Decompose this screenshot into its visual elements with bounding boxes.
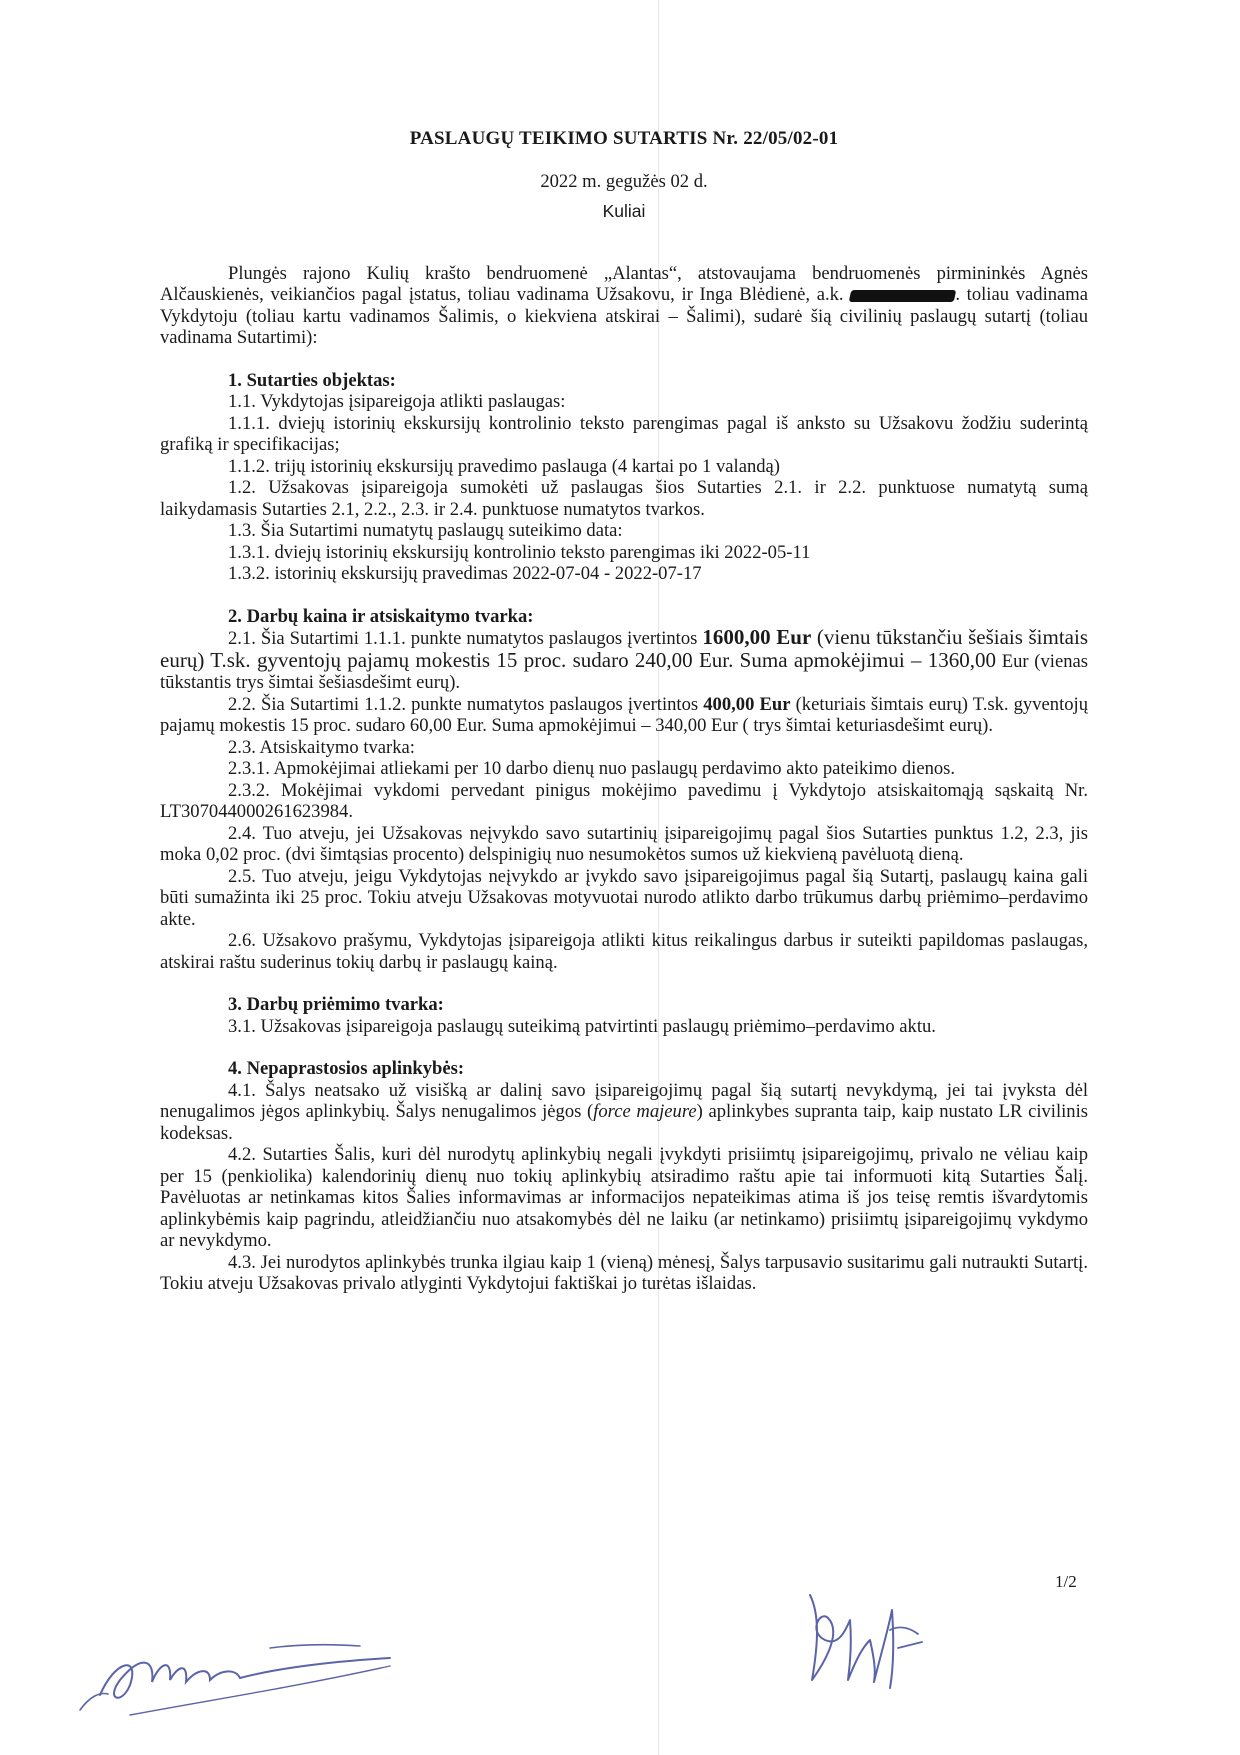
clause-2-3: 2.3. Atsiskaitymo tvarka: xyxy=(228,736,415,758)
clause-4-1-text-b: ) aplinkybes supranta taip, kaip nustato LR civilinis kodeksas. xyxy=(160,1101,1088,1144)
clause-2-3-1: 2.3.1. Apmokėjimai atliekami per 10 darbo dienų nuo paslaugų perdavimo akto pateikimo dienos. xyxy=(228,758,956,779)
clause-2-1-text-c: Eur (vienas tūkstantis trys šimtai šešiasdešimt eurų). xyxy=(160,650,1088,693)
section-4-heading: 4. Nepaprastosios aplinkybės: xyxy=(228,1058,465,1079)
clause-2-6: 2.6. Užsakovo prašymu, Vykdytojas įsipareigoja atlikti kitus reikalingus darbus ir suteikti papildomas paslaugas, atskirai raštu suderinus tokių darbų ir paslaugų kainą. xyxy=(160,930,1088,973)
clause-4-1-text-a: 4.1. Šalys neatsako už visišką ar dalinį savo įsipareigojimų pagal šią sutartį nevykdymą, jei tai įvyksta dėl nenugalimos jėgos aplinkybių. Šalys nenugalimos jėgos ( xyxy=(160,1079,1088,1122)
clause-2-2-amount: 400,00 Eur xyxy=(703,693,791,715)
clause-4-3: 4.3. Jei nurodytos aplinkybės trunka ilgiau kaip 1 (vieną) mėnesį, Šalys tarpusavio susitarimu gali nutraukti Sutartį. Tokiu atveju Užsakovas privalo atlyginti Vykdytojui faktiškai jo turėtas išlaidas. xyxy=(160,1251,1088,1294)
section-1-heading: 1. Sutarties objektas: xyxy=(228,369,396,391)
section-2-heading: 2. Darbų kaina ir atsiskaitymo tvarka: xyxy=(228,605,534,627)
contract-date: 2022 m. gegužės 02 d. xyxy=(540,170,708,192)
clause-4-2: 4.2. Sutarties Šalis, kuri dėl nurodytų aplinkybių negali įvykdyti prisiimtų įsipareigojimų, privalo ne vėliau kaip per 15 (penkiolika) kalendorinių dienų nuo tokių aplinkybių atsiradimo raštu apie tai informuoti kitą Sutarties Šalį. Pavėluotas ar netinkamas kitos Šalies informavimas ar informacijos nepateikimas atima iš jos teisę remtis išvardytomis aplinkybėmis kaip pagrindu, atleidžiančiu nuo atsakomybės dėl ne laiku (ar netinkamo) prisiimtų įsipareigojimų vykdymo ar nevykdymo. xyxy=(160,1144,1088,1251)
clause-2-2-text-b: (keturiais šimtais eurų) T.sk. gyventojų pajamų mokestis 15 proc. sudaro 60,00 Eur. Suma apmokėjimui – 340,00 Eur ( trys šimtai keturiasdešimt eurų). xyxy=(160,693,1089,736)
clause-2-4: 2.4. Tuo atveju, jei Užsakovas neįvykdo savo sutartinių įsipareigojimų pagal šios Sutarties punktus 1.2, 2.3, jis moka 0,02 proc. (dvi šimtąsias procento) delspinigių nuo nesumokėtos sumos už kiekvieną pavėluotą dieną. xyxy=(160,822,1088,865)
clause-1-3-1: 1.3.1. dviejų istorinių ekskursijų kontrolinio teksto parengimas iki 2022-05-11 xyxy=(228,541,811,563)
clause-2-2-text-a: 2.2. Šia Sutartimi 1.1.2. punkte numatytos paslaugos įvertintos xyxy=(228,693,704,715)
clause-1-2: 1.2. Užsakovas įsipareigoja sumokėti už paslaugas šios Sutarties 2.1. ir 2.2. punktuose numatytą sumą laikydamasis Sutarties 2.1, 2.2., 2.3. ir 2.4. punktuose numatytos tvarkos. xyxy=(160,477,1088,520)
section-3-heading: 3. Darbų priėmimo tvarka: xyxy=(228,994,444,1015)
intro-part2: . toliau vadinama Vykdytoju (toliau kartu vadinamos Šalimis, o kiekviena atskirai – Šalimi), sudarė šią civilinių paslaugų sutartį (toliau vadinama Sutartimi): xyxy=(160,284,1089,348)
clause-1-1-1: 1.1.1. dviejų istorinių ekskursijų kontrolinio teksto parengimas pagal iš anksto su Užsakovu žodžiu suderintą grafiką ir specifikacijas; xyxy=(160,412,1088,455)
contract-place: Kuliai xyxy=(602,201,646,221)
clause-2-1-text-b: (vienu tūkstančiu šešiais šimtais eurų) T.sk. gyventojų pajamų mokestis 15 proc. sudaro 240,00 Eur. Suma apmokėjimui – 1360,00 xyxy=(160,625,1089,672)
clause-2-1-text-a: 2.1. Šia Sutartimi 1.1.1. punkte numatytos paslaugos įvertintos xyxy=(228,628,703,649)
clause-2-3-2: 2.3.2. Mokėjimai vykdomi pervedant pinigus mokėjimo pavedimu į Vykdytojo atsiskaitomąją sąskaitą Nr. LT307044000261623984. xyxy=(160,779,1088,822)
clause-2-2 xyxy=(160,694,1088,737)
clause-1-3: 1.3. Šia Sutartimi numatytų paslaugų suteikimo data: xyxy=(228,520,623,541)
intro-part1: Plungės rajono Kulių krašto bendruomenė „Alantas“, atstovaujama bendruomenės pirmininkės Agnės Alčauskienės, veikiančios pagal įstatus, toliau vadinama Užsakovu, ir Inga Blėdienė, a.k. xyxy=(160,262,1088,305)
customer-signature-icon xyxy=(60,1600,460,1720)
contractor-signature-icon xyxy=(790,1570,950,1700)
clause-1-1: 1.1. Vykdytojas įsipareigoja atlikti paslaugas: xyxy=(228,391,566,412)
clause-1-3-2: 1.3.2. istorinių ekskursijų pravedimas 2022-07-04 - 2022-07-17 xyxy=(228,563,702,584)
contract-page xyxy=(160,128,1088,1295)
page-number: 1/2 xyxy=(1055,1572,1077,1591)
clause-2-1 xyxy=(160,627,1088,694)
clause-2-5: 2.5. Tuo atveju, jeigu Vykdytojas neįvykdo ar įvykdo savo įsipareigojimus pagal šią Sutartį, paslaugų kaina gali būti sumažinta iki 25 proc. Tokiu atveju Užsakovas motyvuotai nurodo atlikto darbo trūkumus darbų priėmimo–perdavimo akte. xyxy=(160,865,1088,930)
clause-3-1: 3.1. Užsakovas įsipareigoja paslaugų suteikimą patvirtinti paslaugų priėmimo–perdavimo aktu. xyxy=(228,1015,936,1037)
redacted-personal-code xyxy=(849,290,957,302)
clause-2-1-amount: 1600,00 Eur xyxy=(702,625,812,649)
clause-1-1-2: 1.1.2. trijų istorinių ekskursijų pravedimo paslauga (4 kartai po 1 valandą) xyxy=(228,455,781,477)
clause-4-1-force-majeure: force majeure xyxy=(593,1101,697,1122)
intro-paragraph xyxy=(160,263,1088,349)
clause-4-1 xyxy=(160,1080,1088,1145)
contract-title: PASLAUGŲ TEIKIMO SUTARTIS Nr. 22/05/02-01 xyxy=(409,128,839,149)
